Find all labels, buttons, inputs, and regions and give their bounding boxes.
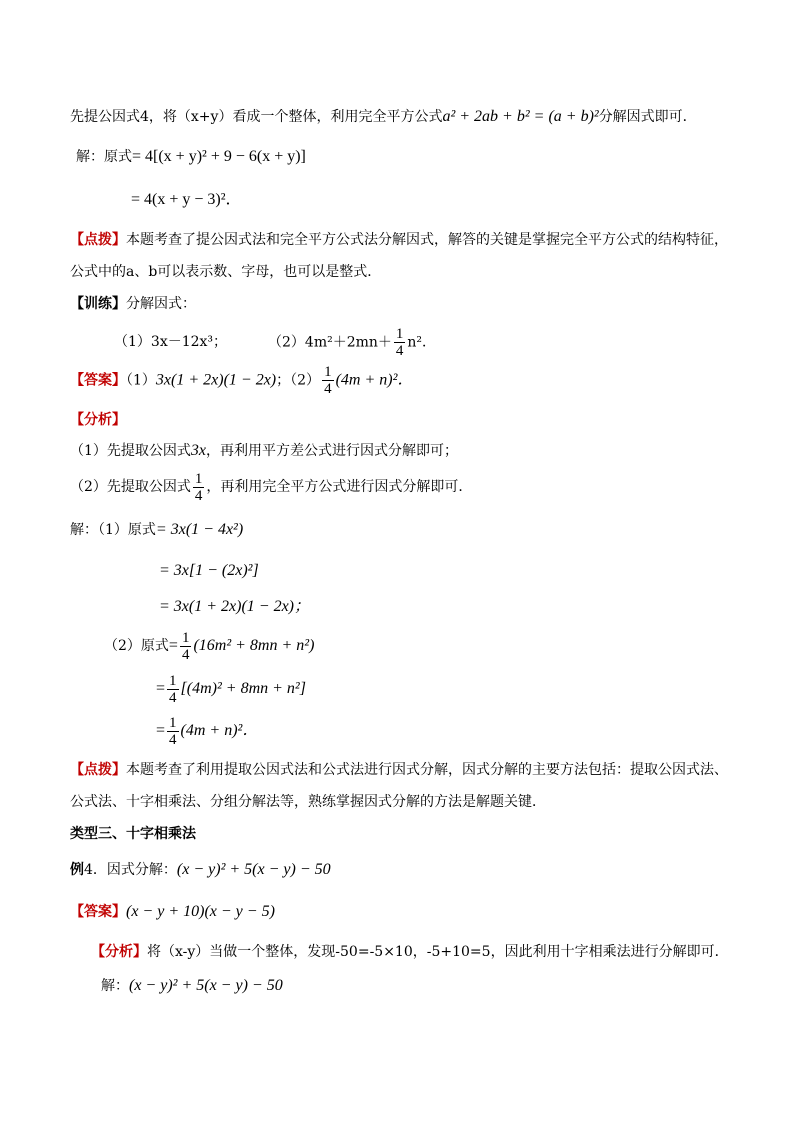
answer1-value1: 3x(1 + 2x)(1 − 2x) (155, 371, 277, 389)
analysis1-fraction: $\frac{1}{4}$ (194, 470, 203, 504)
example-text: 4．因式分解： (84, 862, 177, 878)
solution2-line5: = $\frac{1}{4}$ [(4m)² + 8mn + n²] (156, 672, 306, 706)
solution2-fraction1: $\frac{1}{4}$ (181, 629, 190, 663)
intro-line (70, 107, 697, 127)
analysis1-l1b: ，再利用平方差公式进行因式分解即可； (206, 443, 459, 459)
analysis-tag: 【分析】 (70, 412, 126, 428)
solution2-b3: (4m + n)²． (180, 722, 259, 739)
solution2-line6: = $\frac{1}{4}$ (4m + n)²． (156, 714, 259, 748)
answer2-tag: 【答案】 (70, 904, 126, 920)
answer2-line (70, 902, 275, 922)
analysis1-line1 (70, 441, 458, 461)
solution1-expr2: = 4(x + y − 3)²． (131, 191, 242, 208)
solution2-fraction2: $\frac{1}{4}$ (169, 672, 177, 706)
solution3-label: 解： (101, 978, 129, 994)
answer1-line (70, 364, 413, 397)
example4-line (70, 860, 331, 880)
analysis1-l2a: （2）先提取公因式 (70, 479, 191, 495)
analysis2-text: 将（x-y）当做一个整体，发现-50=-5×10，-5+10=5，因此利用十字相乘法进行分解即可． (147, 944, 729, 960)
answer2-expr: (x − y + 10)(x − y − 5) (126, 903, 275, 920)
solution2-a2: = 3x[1 − (2x)²] (159, 562, 259, 579)
training-text: 分解因式： (126, 296, 196, 312)
tip2-tag: 【点拨】 (70, 762, 126, 778)
analysis1-line2 (70, 469, 472, 505)
solution1-line2 (131, 190, 242, 210)
solution2-b2: [(4m)² + 8mn + n²] (180, 680, 306, 697)
fraction-quarter: $\frac{1}{4}$ (395, 326, 404, 359)
tip2-text2: 公式法、十字相乘法、分组分解法等，熟练掌握因式分解的方法是解题关键． (70, 794, 546, 810)
training-line (70, 294, 196, 314)
example-label: 例 (70, 862, 84, 878)
tip2-line1 (70, 760, 728, 780)
solution1-line1 (76, 147, 306, 167)
tip1-text: 本题考查了提公因式法和完全平方公式法分解因式，解答的关键是掌握完全平方公式的结构特征， (126, 232, 728, 248)
answer1-prefix: （1） (126, 372, 156, 389)
solution2-fraction3: $\frac{1}{4}$ (169, 714, 177, 748)
solution2-label: 解：（1）原式 (70, 522, 156, 538)
analysis1-l1a: （1）先提取公因式 (70, 443, 191, 459)
tip1-line2 (70, 262, 381, 282)
intro-text-end: 分解因式即可． (598, 109, 697, 125)
tip2-text: 本题考查了利用提取公因式法和公式法进行因式分解，因式分解的主要方法包括：提取公因式法、 (126, 762, 728, 778)
tip1-line1 (70, 230, 728, 250)
tip-tag: 【点拨】 (70, 232, 126, 248)
solution-label: 解：原式 (76, 149, 132, 165)
analysis1-tag-line (70, 410, 126, 430)
example4-expr: (x − y)² + 5(x − y) − 50 (176, 861, 331, 878)
solution3-expr: (x − y)² + 5(x − y) − 50 (129, 977, 283, 994)
question2-end: n²． (407, 334, 437, 351)
solution2-a1: = 3x(1 − 4x²) (155, 521, 244, 538)
analysis2-line (91, 942, 729, 962)
solution1-expr1: = 4[(x + y)² + 9 − 6(x + y)] (132, 148, 306, 165)
perfect-square-formula: a² + 2ab + b² = (a + b)² (442, 108, 599, 125)
training-tag: 【训练】 (70, 296, 126, 312)
solution2-line3 (159, 597, 310, 617)
question1: （1）3x－12x³； (114, 334, 228, 350)
question2-text: （2）4m²＋2mn＋ (268, 334, 392, 351)
analysis1-l2b: ，再利用完全平方公式进行因式分解即可． (206, 479, 473, 495)
solution2-line1 (70, 520, 243, 540)
solution2-a3: = 3x(1 + 2x)(1 − 2x)； (159, 598, 311, 615)
solution3-line (101, 976, 283, 996)
solution2-label2: （2）原式 (104, 638, 169, 654)
section-title (70, 824, 196, 844)
type3-title: 类型三、十字相乘法 (70, 826, 196, 842)
answer-tag: 【答案】 (70, 372, 126, 389)
solution2-line4: （2）原式= $\frac{1}{4}$ (16m² + 8mn + n²) (104, 629, 315, 663)
analysis1-factor: 3x (190, 442, 207, 459)
answer1-value2: (4m + n)²． (335, 371, 414, 389)
intro-text: 先提公因式4，将（x+y）看成一个整体，利用完全平方公式 (70, 109, 443, 125)
tip1-text2: 公式中的a、b可以表示数、字母，也可以是整式． (70, 264, 382, 280)
training-q1 (114, 332, 227, 352)
solution2-line2 (159, 561, 259, 581)
analysis2-tag: 【分析】 (91, 944, 147, 960)
tip2-line2 (70, 792, 546, 812)
solution2-b1: (16m² + 8mn + n²) (193, 637, 315, 654)
answer1-fraction: $\frac{1}{4}$ (324, 364, 332, 397)
training-q2 (268, 326, 436, 359)
answer1-sep: ；（2） (276, 372, 321, 389)
